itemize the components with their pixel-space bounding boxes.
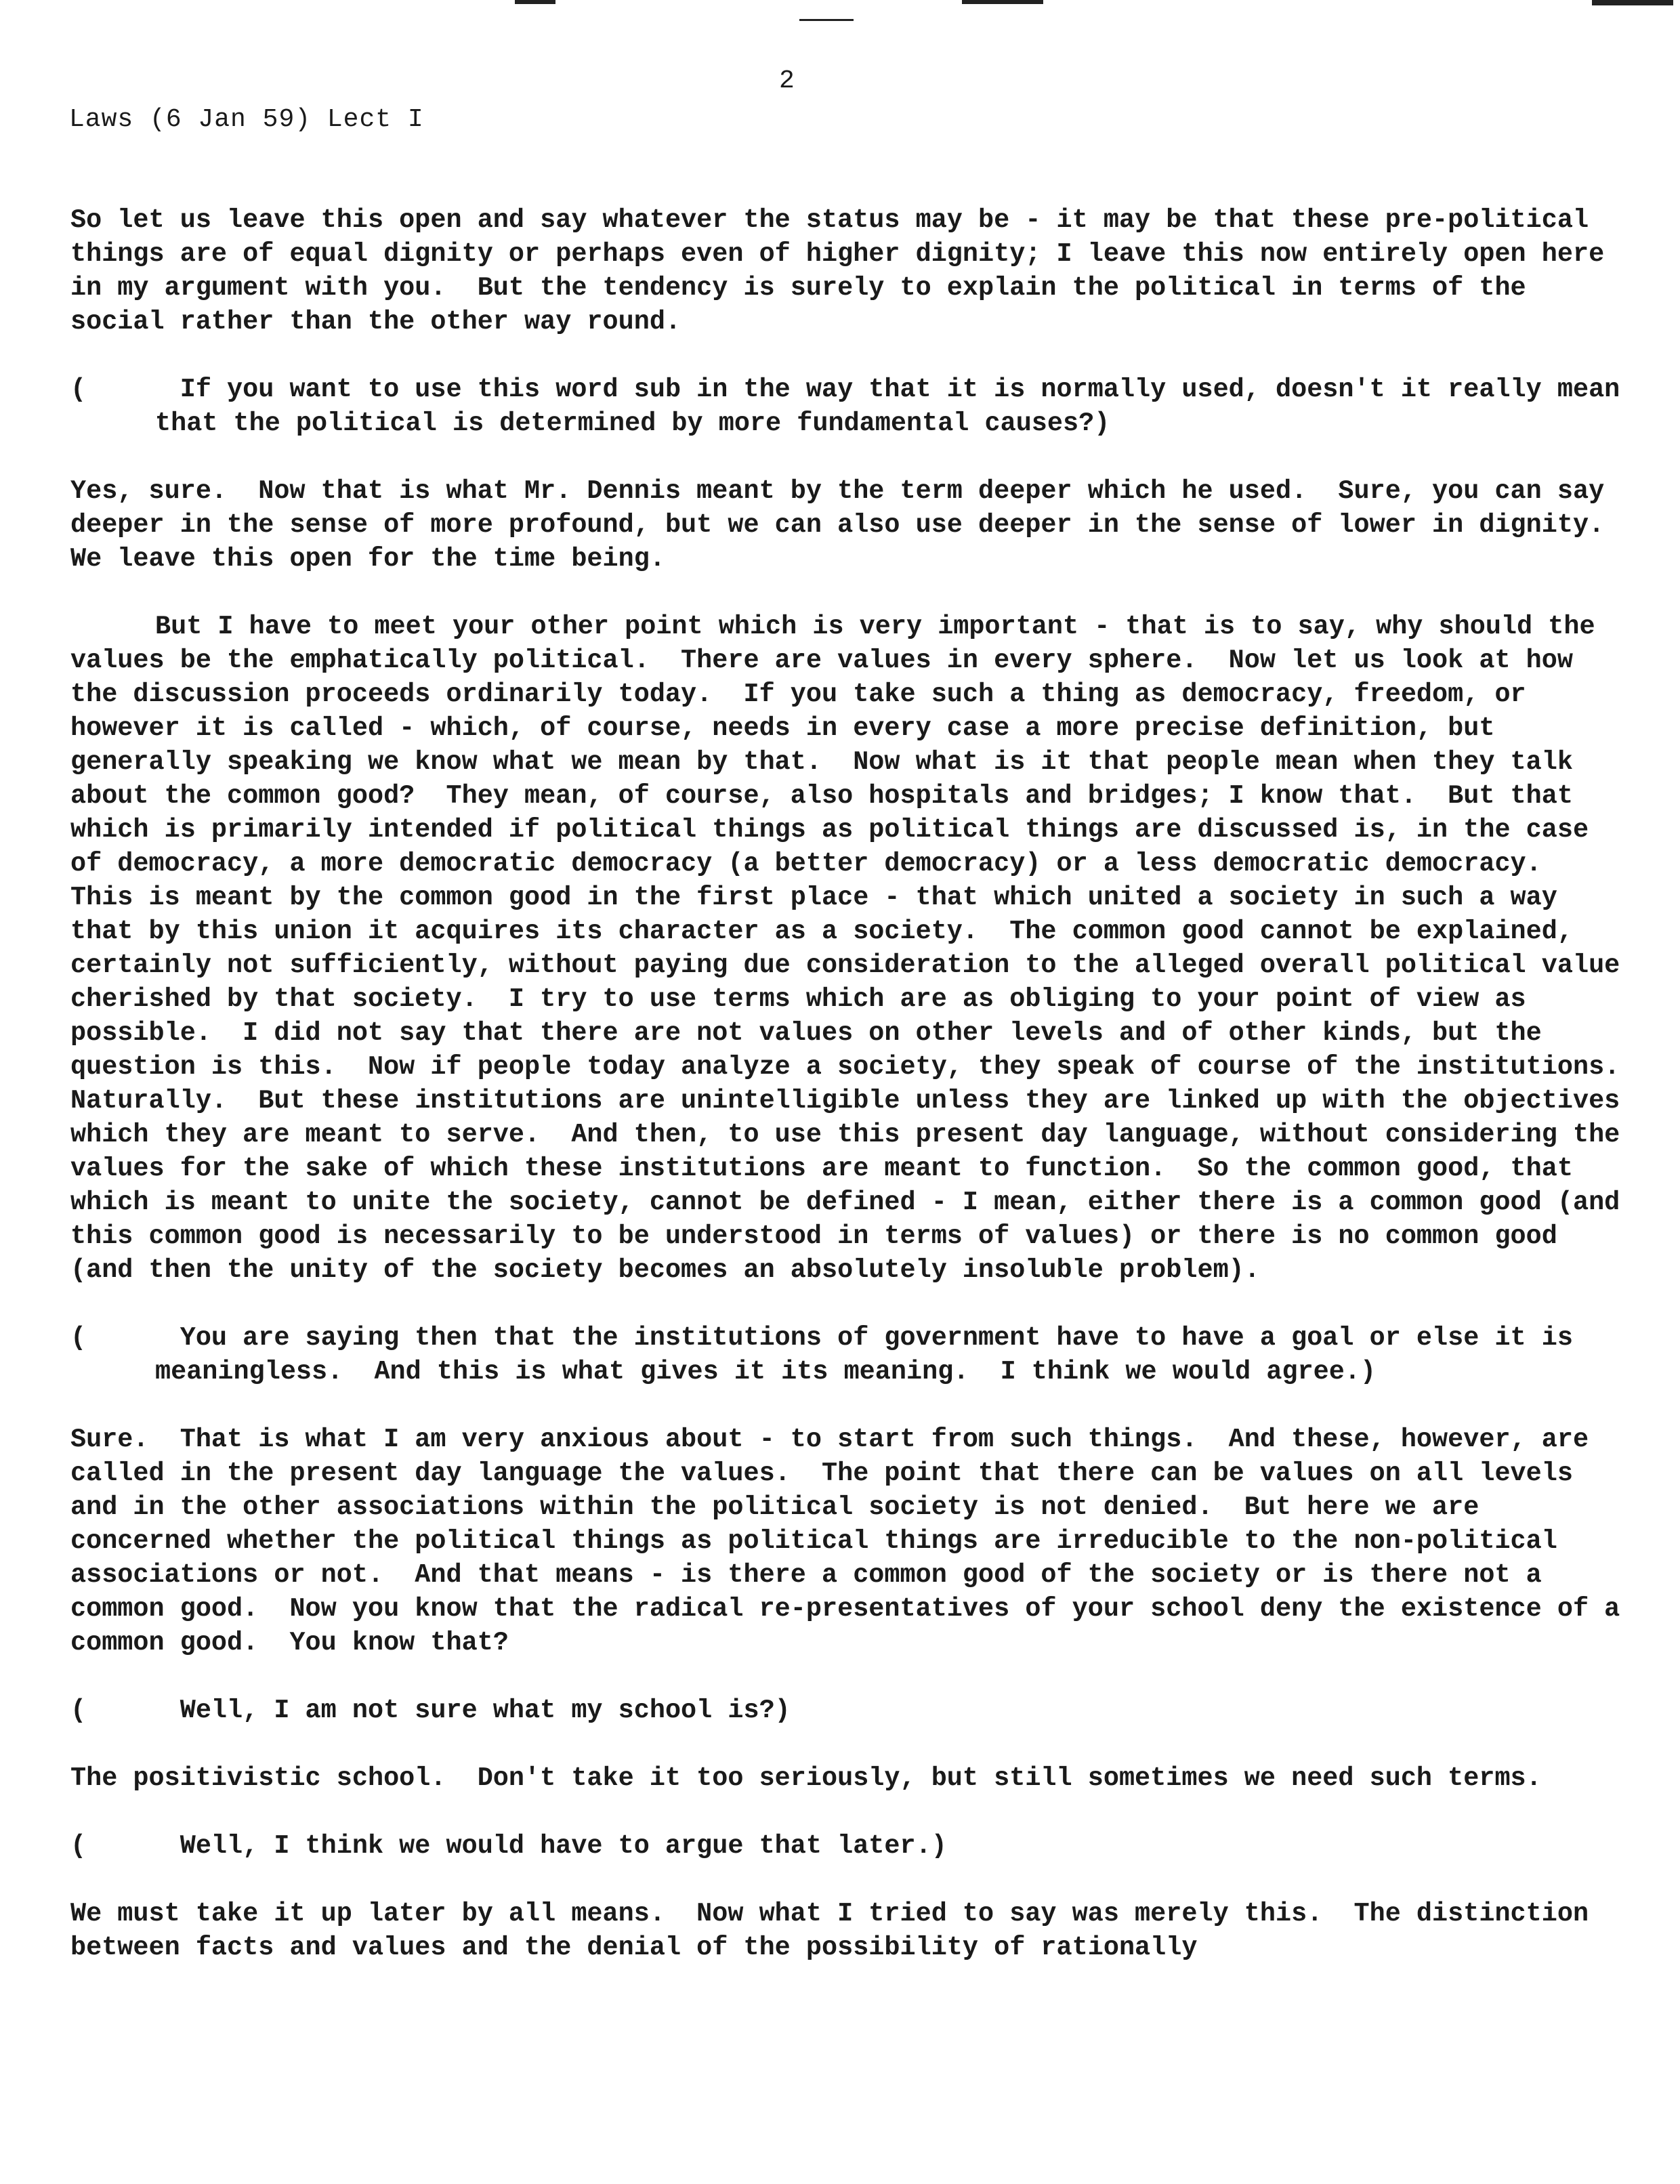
paragraph: But I have to meet your other point which is very important - that is to say, why should the values be the emphatically political. There are values in every sphere. Now let us look at how the discussion proceeds ordinarily today. If you take such a thing as democracy, freedom, or however it is called - which, of course, needs in every case a more precise definition, but generally speaking we know what we mean by that. Now what is it that people mean when they talk about the common good? They mean, of course, also hospitals and bridges; I know that. But that which is primarily intended if political things as political things are discussed is, in the case of democracy, a more democratic democracy (a better democracy) or a less democratic democracy. This is meant by the common good in the first place - that which united a society in such a way that by this union it acquires its character as a society. The common good cannot be explained, certainly not sufficiently, without paying due consideration to the alleged overall political value cherished by that society. I try to use terms which are as obliging to your point of view as possible. I did not say that there are not values on other levels and of other kinds, but the question is this. Now if people today analyze a society, they speak of course of the institutions. Naturally. But these institutions are unintelligible unless they are linked up with the objectives which they are meant to serve. And then, to use this present day language, without considering the values for the sake of which these institutions are meant to function. So the common good, that which is meant to unite the society, cannot be defined - I mean, either there is a common good (and this common good is necessarily to be understood in terms of values) or there is no common good (and then the unity of the society becomes an absolutely insoluble problem). (70, 612, 1652, 1285)
scan-artifact-top (962, 0, 1043, 4)
scan-artifact-top (515, 0, 555, 4)
scan-artifact-top (1592, 0, 1673, 5)
paragraph: We must take it up later by all means. Now what I tried to say was merely this. The distinction between facts and values and the denial of the possibility of rationally (70, 1899, 1605, 1962)
question-paragraph: ( Well, I think we would have to argue that later.) (70, 1831, 947, 1861)
page-number: 2 (779, 66, 795, 96)
paragraph: Sure. That is what I am very anxious about - to start from such things. And these, however, are called in the present day language the values. The point that there can be values on all levels and in the other associations within the political society is not denied. But here we are concerned whether the political things as political things are irreducible to the non-political associations or not. And that means - is there a common good of the society or is there not a common good. Now you know that the radical re-presentatives of your school deny the existence of a common good. You know that? (70, 1425, 1636, 1658)
paragraph: Yes, sure. Now that is what Mr. Dennis meant by the term deeper which he used. Sure, you can say deeper in the sense of more profound, but we can also use deeper in the sense of lower in dignity. We leave this open for the time being. (70, 476, 1636, 574)
scan-artifact-top (799, 19, 854, 21)
question-paragraph: ( You are saying then that the institutions of government have to have a goal or else it is meaningless. And this is what gives it its meaning. I think we would agree.) (70, 1323, 1589, 1387)
paragraph: The positivistic school. Don't take it too seriously, but still sometimes we need such terms. (70, 1763, 1542, 1793)
question-paragraph: ( If you want to use this word sub in the way that it is normally used, doesn't it really mean that the political is determined by more fundamental causes?) (70, 375, 1636, 438)
paragraph: So let us leave this open and say whatever the status may be - it may be that these pre-political things are of equal dignity or perhaps even of higher dignity; I leave this now entirely open here in my argument with you. But the tendency is surely to explain the political in terms of the social rather than the other way round. (70, 205, 1620, 337)
question-paragraph: ( Well, I am not sure what my school is?) (70, 1696, 791, 1725)
running-head: Laws (6 Jan 59) Lect I (69, 105, 424, 134)
document-body (70, 203, 1652, 1965)
